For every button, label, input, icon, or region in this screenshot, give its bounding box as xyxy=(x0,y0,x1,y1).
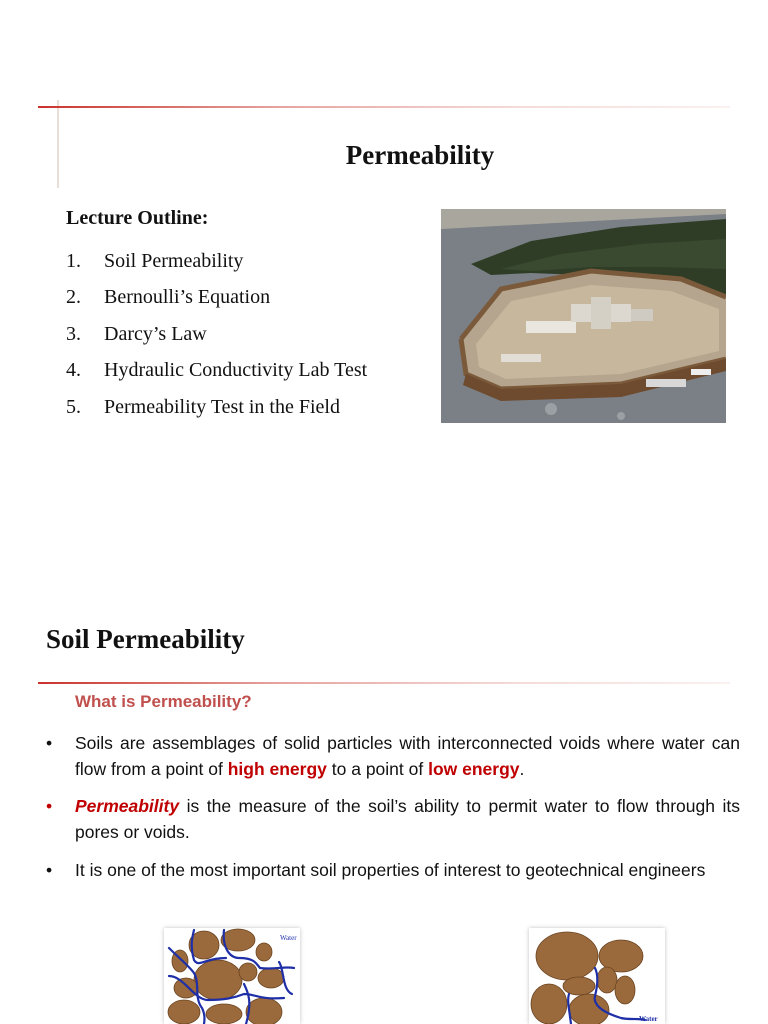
bullet-icon: • xyxy=(46,860,53,880)
bullet-text-part: Soils are assemblages of solid particles with interconnected voids where water can flow from a point of xyxy=(75,733,740,779)
outline-item-text: Darcy’s Law xyxy=(104,322,207,345)
bullet-text-part: is the measure of the soil’s ability to permit water to flow through its pores or voids. xyxy=(75,796,740,842)
aerial-construction-site-photo xyxy=(441,209,726,423)
bullet-icon: • xyxy=(46,796,53,816)
coarse-soil-flow-diagram xyxy=(529,928,665,1024)
bullet-text xyxy=(75,793,740,845)
outline-item-text: Soil Permeability xyxy=(104,250,244,272)
highlight-low-energy: low energy xyxy=(428,759,520,779)
fine-soil-flow-diagram xyxy=(164,928,300,1024)
bullet-text: It is one of the most important soil properties of interest to geotechnical engineers xyxy=(75,860,706,880)
bullet-text-part: . xyxy=(519,759,525,779)
bullet-text xyxy=(75,730,740,782)
outline-item-number: 2. xyxy=(66,286,81,309)
outline-heading: Lecture Outline: xyxy=(66,207,209,229)
outline-item-number: 1. xyxy=(66,250,81,272)
outline-item-text: Permeability Test in the Field xyxy=(104,395,340,418)
highlight-permeability-term: Permeability xyxy=(75,796,180,816)
outline-item xyxy=(66,396,367,432)
outline-item-number: 3. xyxy=(66,322,81,345)
section-divider-line xyxy=(38,682,730,684)
outline-item-number: 4. xyxy=(66,359,81,382)
bullet-importance xyxy=(46,857,740,883)
bullet-icon: • xyxy=(46,733,53,753)
title-accent-horizontal-line xyxy=(38,106,730,108)
section-subheading: What is Permeability? xyxy=(75,692,252,711)
bullet-text-part: to a point of xyxy=(326,759,429,779)
outline-item-text: Bernoulli’s Equation xyxy=(104,286,271,309)
outline-item-number: 5. xyxy=(66,395,81,418)
bullet-soil-assemblages xyxy=(46,730,740,782)
highlight-high-energy: high energy xyxy=(227,759,327,779)
outline-list xyxy=(66,250,367,432)
outline-item xyxy=(66,250,367,286)
water-label: Water xyxy=(280,934,297,942)
outline-item xyxy=(66,286,367,322)
outline-item xyxy=(66,359,367,395)
outline-item xyxy=(66,323,367,359)
bullet-permeability-definition xyxy=(46,793,740,845)
section-title: Soil Permeability xyxy=(46,624,245,654)
water-label: Water xyxy=(639,1015,658,1023)
page-title: Permeability xyxy=(345,140,495,170)
outline-item-text: Hydraulic Conductivity Lab Test xyxy=(104,359,368,382)
